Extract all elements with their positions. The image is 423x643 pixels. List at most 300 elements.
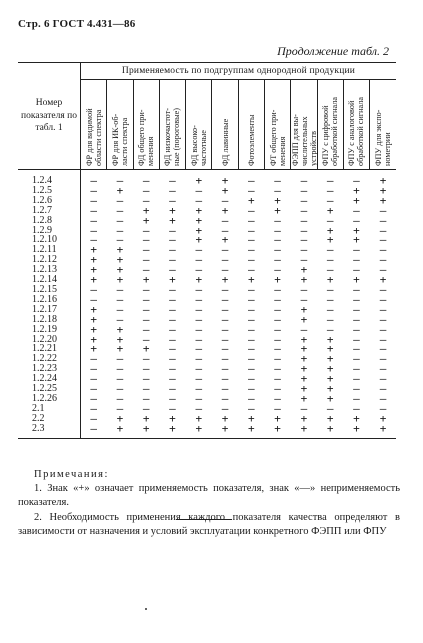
applicability-mark: — <box>264 335 290 345</box>
applicability-mark: + <box>159 424 185 438</box>
applicability-mark: + <box>291 394 317 404</box>
applicability-mark: — <box>159 235 185 245</box>
applicability-mark: — <box>317 315 343 325</box>
applicability-mark: + <box>370 196 396 206</box>
applicability-mark: + <box>370 275 396 285</box>
row-number: 1.2.13 <box>18 265 81 275</box>
applicability-mark: — <box>81 404 107 414</box>
applicability-mark: + <box>291 414 317 424</box>
applicability-mark: — <box>343 354 369 364</box>
applicability-mark: — <box>238 216 264 226</box>
applicability-mark: — <box>159 196 185 206</box>
row-number: 1.2.21 <box>18 344 81 354</box>
applicability-mark: — <box>81 424 107 438</box>
applicability-mark: + <box>264 414 290 424</box>
applicability-mark: — <box>343 216 369 226</box>
applicability-mark: — <box>133 285 159 295</box>
applicability-mark: — <box>291 235 317 245</box>
applicability-mark: + <box>238 414 264 424</box>
applicability-mark: — <box>159 354 185 364</box>
applicability-mark: — <box>343 245 369 255</box>
applicability-mark: + <box>81 335 107 345</box>
table-row <box>18 226 396 236</box>
applicability-mark: + <box>343 235 369 245</box>
applicability-mark: — <box>107 404 133 414</box>
applicability-mark: — <box>238 325 264 335</box>
applicability-mark: — <box>370 325 396 335</box>
applicability-mark: + <box>370 186 396 196</box>
row-number: 2.1 <box>18 404 81 414</box>
applicability-mark: — <box>317 170 343 186</box>
subgroup-column-header <box>317 80 343 170</box>
applicability-mark: — <box>238 374 264 384</box>
applicability-mark: + <box>107 424 133 438</box>
number-column-header: Номер показателя по табл. 1 <box>18 63 81 170</box>
applicability-mark: — <box>238 186 264 196</box>
applicability-mark: — <box>107 235 133 245</box>
applicability-mark: — <box>343 364 369 374</box>
table-row <box>18 265 396 275</box>
subgroup-column-label: ФЭПП для вы- числительных устройств <box>291 114 319 166</box>
applicability-mark: — <box>238 354 264 364</box>
applicability-mark: — <box>186 364 212 374</box>
subgroup-column-header <box>159 80 185 170</box>
applicability-mark: — <box>291 325 317 335</box>
applicability-mark: — <box>264 216 290 226</box>
applicability-mark: — <box>81 374 107 384</box>
applicability-mark: — <box>107 285 133 295</box>
applicability-mark: — <box>370 255 396 265</box>
applicability-mark: + <box>107 265 133 275</box>
applicability-mark: + <box>81 245 107 255</box>
applicability-mark: — <box>291 226 317 236</box>
applicability-mark: + <box>107 275 133 285</box>
table-continuation-label: Продолжение табл. 2 <box>277 44 389 58</box>
row-number: 1.2.6 <box>18 196 81 206</box>
subgroup-column-header <box>264 80 290 170</box>
applicability-mark: — <box>81 414 107 424</box>
applicability-mark: — <box>317 245 343 255</box>
applicability-mark: — <box>212 354 238 364</box>
applicability-mark: + <box>212 235 238 245</box>
row-number: 1.2.9 <box>18 226 81 236</box>
applicability-mark: + <box>343 414 369 424</box>
page-header: Стр. 6 ГОСТ 4.431—86 <box>18 18 136 30</box>
table-row <box>18 344 396 354</box>
subgroup-column-label: ФПУ с аналоговой обработкой сигнала <box>347 97 366 166</box>
applicability-mark: — <box>159 325 185 335</box>
applicability-mark: — <box>159 315 185 325</box>
table-row <box>18 305 396 315</box>
notes-title: Примечания: <box>34 469 109 480</box>
applicability-mark: — <box>133 394 159 404</box>
applicability-mark: — <box>186 404 212 414</box>
applicability-mark: — <box>107 384 133 394</box>
applicability-mark: — <box>133 404 159 414</box>
applicability-mark: + <box>212 414 238 424</box>
applicability-mark: — <box>159 335 185 345</box>
applicability-mark: — <box>370 265 396 275</box>
applicability-mark: + <box>238 196 264 206</box>
applicability-mark: — <box>238 265 264 275</box>
applicability-mark: — <box>238 170 264 186</box>
applicability-mark: — <box>212 364 238 374</box>
applicability-mark: — <box>343 285 369 295</box>
applicability-mark: — <box>317 305 343 315</box>
applicability-mark: — <box>81 384 107 394</box>
applicability-mark: — <box>238 235 264 245</box>
applicability-mark: — <box>212 216 238 226</box>
applicability-mark: — <box>133 364 159 374</box>
applicability-mark: + <box>81 344 107 354</box>
applicability-mark: — <box>343 325 369 335</box>
applicability-mark: + <box>343 226 369 236</box>
applicability-mark: + <box>343 424 369 438</box>
subgroup-column-label: ФПУ с цифровой обработкой сигнала <box>321 97 340 166</box>
applicability-mark: — <box>107 295 133 305</box>
applicability-mark: + <box>291 265 317 275</box>
row-number: 2.3 <box>18 424 81 438</box>
table-row <box>18 186 396 196</box>
applicability-mark: + <box>291 335 317 345</box>
applicability-mark: — <box>133 354 159 364</box>
applicability-mark: — <box>238 394 264 404</box>
subgroup-column-header <box>291 80 317 170</box>
applicability-mark: + <box>291 305 317 315</box>
applicability-mark: — <box>133 170 159 186</box>
applicability-mark: + <box>317 206 343 216</box>
row-number: 1.2.10 <box>18 235 81 245</box>
applicability-mark: + <box>317 384 343 394</box>
applicability-mark: — <box>264 354 290 364</box>
applicability-mark: — <box>159 344 185 354</box>
table-row <box>18 295 396 305</box>
applicability-mark: + <box>159 216 185 226</box>
row-number: 1.2.4 <box>18 170 81 186</box>
applicability-mark: + <box>317 414 343 424</box>
subgroup-column-label: ФД лавинные <box>220 118 230 166</box>
subgroup-column-label: ФД низкочастот- ные (пороговые) <box>163 108 182 166</box>
subgroup-column-label: Фотоэлементы <box>246 114 256 166</box>
row-number: 1.2.18 <box>18 315 81 325</box>
applicability-mark: — <box>81 170 107 186</box>
applicability-mark: — <box>370 305 396 315</box>
subgroup-column-header <box>81 80 107 170</box>
applicability-mark: + <box>133 424 159 438</box>
applicability-mark: — <box>133 315 159 325</box>
applicability-mark: — <box>343 374 369 384</box>
table-body <box>18 170 396 439</box>
applicability-mark: — <box>343 206 369 216</box>
row-number: 1.2.12 <box>18 255 81 265</box>
row-number: 1.2.8 <box>18 216 81 226</box>
table-row <box>18 374 396 384</box>
applicability-mark: — <box>107 394 133 404</box>
applicability-mark: + <box>107 335 133 345</box>
subgroup-column-header <box>343 80 369 170</box>
applicability-mark: — <box>291 404 317 414</box>
row-number: 1.2.11 <box>18 245 81 255</box>
applicability-mark: — <box>212 384 238 394</box>
subgroup-column-label: ФД высоко- частотные <box>189 125 208 166</box>
applicability-mark: — <box>264 374 290 384</box>
end-rule <box>176 519 232 520</box>
applicability-mark: — <box>186 265 212 275</box>
table-row <box>18 315 396 325</box>
applicability-mark: — <box>264 364 290 374</box>
subgroup-column-header <box>370 80 396 170</box>
applicability-mark: — <box>264 255 290 265</box>
applicability-mark: — <box>343 335 369 345</box>
applicability-mark: — <box>343 295 369 305</box>
applicability-mark: + <box>107 245 133 255</box>
page-dot-mark <box>145 608 147 610</box>
applicability-mark: + <box>212 186 238 196</box>
applicability-mark: + <box>291 384 317 394</box>
applicability-mark: + <box>186 226 212 236</box>
applicability-mark: — <box>212 325 238 335</box>
applicability-mark: + <box>186 206 212 216</box>
applicability-mark: — <box>159 404 185 414</box>
table-row <box>18 394 396 404</box>
applicability-mark: + <box>317 354 343 364</box>
subgroup-column-label: ФР для ИК-об- ласти спектра <box>110 113 129 166</box>
applicability-mark: + <box>133 414 159 424</box>
applicability-mark: — <box>107 196 133 206</box>
row-number: 1.2.23 <box>18 364 81 374</box>
applicability-mark: + <box>264 196 290 206</box>
applicability-mark: — <box>133 196 159 206</box>
applicability-mark: — <box>291 255 317 265</box>
applicability-mark: — <box>212 285 238 295</box>
applicability-mark: — <box>133 255 159 265</box>
applicability-mark: — <box>81 285 107 295</box>
applicability-mark: — <box>370 235 396 245</box>
applicability-mark: — <box>317 404 343 414</box>
table-row <box>18 364 396 374</box>
applicability-mark: — <box>291 196 317 206</box>
subgroup-column-header <box>107 80 133 170</box>
applicability-mark: — <box>291 295 317 305</box>
applicability-mark: — <box>159 265 185 275</box>
table-row <box>18 424 396 438</box>
applicability-mark: — <box>370 354 396 364</box>
applicability-mark: — <box>238 255 264 265</box>
applicability-mark: + <box>291 354 317 364</box>
table-row <box>18 245 396 255</box>
applicability-mark: — <box>107 354 133 364</box>
applicability-mark: — <box>370 315 396 325</box>
applicability-mark: — <box>186 374 212 384</box>
applicability-mark: + <box>291 275 317 285</box>
applicability-mark: — <box>186 196 212 206</box>
applicability-mark: — <box>133 295 159 305</box>
applicability-mark: — <box>133 335 159 345</box>
applicability-mark: — <box>370 335 396 345</box>
applicability-mark: — <box>186 285 212 295</box>
row-number: 1.2.25 <box>18 384 81 394</box>
applicability-mark: + <box>159 206 185 216</box>
applicability-mark: + <box>133 206 159 216</box>
row-number: 1.2.19 <box>18 325 81 335</box>
applicability-mark: + <box>81 275 107 285</box>
applicability-mark: — <box>107 315 133 325</box>
applicability-mark: — <box>264 315 290 325</box>
table-row <box>18 384 396 394</box>
applicability-mark: — <box>81 394 107 404</box>
applicability-mark: — <box>370 344 396 354</box>
applicability-mark: — <box>317 196 343 206</box>
applicability-mark: — <box>370 404 396 414</box>
applicability-mark: — <box>238 364 264 374</box>
applicability-mark: + <box>212 170 238 186</box>
subgroup-column-header <box>212 80 238 170</box>
applicability-mark: + <box>133 275 159 285</box>
applicability-mark: — <box>212 295 238 305</box>
applicability-mark: — <box>370 364 396 374</box>
applicability-mark: — <box>291 206 317 216</box>
applicability-mark: — <box>133 226 159 236</box>
applicability-mark: + <box>81 255 107 265</box>
applicability-mark: + <box>370 414 396 424</box>
applicability-mark: — <box>159 255 185 265</box>
row-number: 1.2.17 <box>18 305 81 315</box>
row-number: 1.2.22 <box>18 354 81 364</box>
applicability-mark: — <box>159 285 185 295</box>
applicability-mark: — <box>264 265 290 275</box>
applicability-mark: — <box>238 335 264 345</box>
applicability-mark: — <box>317 295 343 305</box>
row-number: 1.2.7 <box>18 206 81 216</box>
applicability-mark: — <box>107 374 133 384</box>
table-row <box>18 275 396 285</box>
applicability-mark: — <box>212 255 238 265</box>
applicability-mark: — <box>370 394 396 404</box>
applicability-mark: — <box>317 186 343 196</box>
applicability-mark: — <box>238 285 264 295</box>
table-row <box>18 285 396 295</box>
applicability-mark: — <box>212 245 238 255</box>
applicability-mark: — <box>81 235 107 245</box>
applicability-mark: + <box>291 374 317 384</box>
applicability-mark: — <box>81 186 107 196</box>
applicability-mark: — <box>81 354 107 364</box>
applicability-mark: — <box>133 374 159 384</box>
applicability-mark: — <box>159 364 185 374</box>
applicability-mark: — <box>343 384 369 394</box>
applicability-mark: + <box>212 275 238 285</box>
applicability-mark: — <box>133 384 159 394</box>
applicability-mark: — <box>343 170 369 186</box>
applicability-mark: — <box>370 245 396 255</box>
table-row <box>18 255 396 265</box>
applicability-mark: — <box>133 305 159 315</box>
applicability-mark: — <box>107 305 133 315</box>
applicability-mark: — <box>159 170 185 186</box>
applicability-mark: — <box>212 226 238 236</box>
subgroup-column-header <box>186 80 212 170</box>
applicability-mark: — <box>186 305 212 315</box>
applicability-mark: — <box>317 255 343 265</box>
applicability-mark: — <box>107 364 133 374</box>
applicability-mark: — <box>212 335 238 345</box>
applicability-mark: — <box>291 186 317 196</box>
applicability-mark: + <box>186 235 212 245</box>
applicability-mark: — <box>317 216 343 226</box>
table-row <box>18 354 396 364</box>
applicability-mark: — <box>370 206 396 216</box>
applicability-mark: + <box>291 364 317 374</box>
applicability-mark: — <box>133 265 159 275</box>
applicability-mark: — <box>343 265 369 275</box>
row-number: 1.2.26 <box>18 394 81 404</box>
table-row <box>18 414 396 424</box>
applicability-mark: — <box>133 325 159 335</box>
applicability-mark: + <box>107 344 133 354</box>
applicability-mark: + <box>212 206 238 216</box>
applicability-mark: — <box>159 295 185 305</box>
applicability-mark: — <box>81 216 107 226</box>
table-row <box>18 335 396 345</box>
applicability-mark: — <box>264 285 290 295</box>
applicability-mark: — <box>212 305 238 315</box>
table-row <box>18 404 396 414</box>
applicability-mark: + <box>343 196 369 206</box>
applicability-mark: + <box>343 275 369 285</box>
applicability-mark: — <box>107 206 133 216</box>
applicability-mark: — <box>212 196 238 206</box>
notes-block <box>18 468 400 539</box>
applicability-mark: + <box>186 424 212 438</box>
applicability-mark: — <box>343 315 369 325</box>
applicability-mark: — <box>159 245 185 255</box>
applicability-mark: — <box>238 206 264 216</box>
row-number: 1.2.24 <box>18 374 81 384</box>
applicability-mark: + <box>264 206 290 216</box>
table-row <box>18 216 396 226</box>
row-number: 1.2.15 <box>18 285 81 295</box>
applicability-mark: + <box>317 374 343 384</box>
applicability-mark: + <box>317 394 343 404</box>
applicability-mark: + <box>81 325 107 335</box>
applicability-mark: — <box>370 374 396 384</box>
applicability-mark: — <box>186 245 212 255</box>
note-item: 1. Знак «+» означает применяемость показателя, знак «—» неприменяемость показателя. <box>18 483 400 509</box>
applicability-mark: + <box>81 315 107 325</box>
applicability-mark: + <box>264 275 290 285</box>
applicability-mark: — <box>186 344 212 354</box>
row-number: 1.2.20 <box>18 335 81 345</box>
applicability-mark: — <box>264 325 290 335</box>
applicability-mark: + <box>343 186 369 196</box>
applicability-mark: — <box>81 206 107 216</box>
applicability-mark: + <box>317 335 343 345</box>
applicability-mark: — <box>81 364 107 374</box>
applicability-mark: — <box>264 305 290 315</box>
applicability-mark: — <box>133 186 159 196</box>
row-number: 1.2.16 <box>18 295 81 305</box>
applicability-mark: — <box>264 295 290 305</box>
applicability-mark: — <box>317 265 343 275</box>
applicability-mark: + <box>291 315 317 325</box>
applicability-mark: — <box>159 394 185 404</box>
applicability-mark: + <box>317 235 343 245</box>
subgroup-column-header <box>133 80 159 170</box>
applicability-mark: — <box>264 226 290 236</box>
applicability-mark: + <box>317 275 343 285</box>
applicability-mark: — <box>238 315 264 325</box>
applicability-mark: — <box>238 384 264 394</box>
